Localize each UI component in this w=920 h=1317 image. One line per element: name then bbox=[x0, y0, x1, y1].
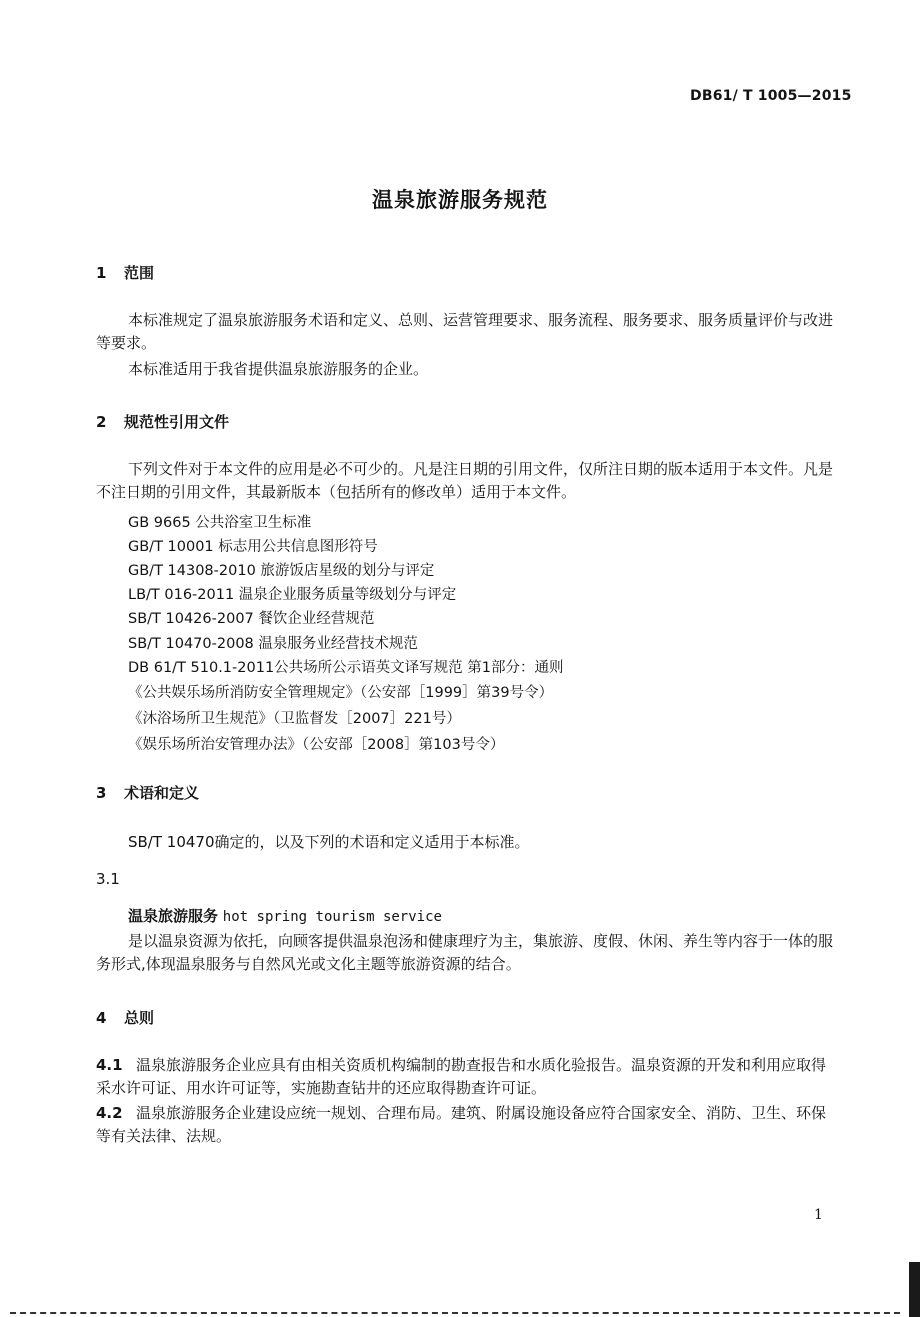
reference-item: DB 61/T 510.1-2011公共场所公示语英文译写规范 第1部分：通则 bbox=[128, 660, 564, 676]
section-title: 规范性引用文件 bbox=[124, 413, 230, 431]
section-number: 2 bbox=[96, 413, 107, 431]
section-number: 4 bbox=[96, 1009, 107, 1027]
standard-code: DB61/ T 1005—2015 bbox=[690, 88, 852, 104]
reference-item: 《沐浴场所卫生规范》（卫监督发［2007］221号） bbox=[128, 711, 461, 727]
scan-bottom-rule bbox=[10, 1312, 900, 1314]
reference-item: 《娱乐场所治安管理办法》（公安部［2008］第103号令） bbox=[128, 737, 505, 753]
section-1-heading bbox=[96, 262, 154, 283]
term-english: hot spring tourism service bbox=[222, 909, 442, 925]
reference-item: 《公共娱乐场所消防安全管理规定》（公安部［1999］第39号令） bbox=[128, 685, 554, 701]
page-number: 1 bbox=[814, 1207, 823, 1223]
section-1-paragraph-1: 本标准规定了温泉旅游服务术语和定义、总则、运营管理要求、服务流程、服务要求、服务质量评价与改进等要求。 bbox=[96, 311, 834, 352]
clause-number: 4.1 bbox=[96, 1056, 123, 1074]
clause-4-1 bbox=[96, 1054, 840, 1100]
section-1-paragraph-2: 本标准适用于我省提供温泉旅游服务的企业。 bbox=[128, 360, 429, 378]
section-3-paragraph: SB/T 10470确定的，以及下列的术语和定义适用于本标准。 bbox=[128, 833, 530, 851]
reference-item: GB/T 10001 标志用公共信息图形符号 bbox=[128, 539, 378, 555]
section-2-intro: 下列文件对于本文件的应用是必不可少的。凡是注日期的引用文件，仅所注日期的版本适用于本文件。凡是不注日期的引用文件，其最新版本（包括所有的修改单）适用于本文件。 bbox=[96, 460, 834, 501]
reference-item: GB/T 14308-2010 旅游饭店星级的划分与评定 bbox=[128, 563, 435, 579]
section-number: 1 bbox=[96, 264, 107, 282]
term-entry bbox=[128, 905, 442, 929]
clause-text: 温泉旅游服务企业应具有由相关资质机构编制的勘查报告和水质化验报告。温泉资源的开发和利用应取得采水许可证、用水许可证等，实施勘查钻井的还应取得勘查许可证。 bbox=[96, 1056, 827, 1097]
section-title: 术语和定义 bbox=[124, 784, 200, 802]
scan-edge-mark bbox=[909, 1262, 920, 1317]
term-chinese: 温泉旅游服务 bbox=[128, 907, 219, 925]
reference-item: LB/T 016-2011 温泉企业服务质量等级划分与评定 bbox=[128, 587, 457, 603]
clause-4-2 bbox=[96, 1102, 840, 1148]
section-3-heading bbox=[96, 782, 199, 803]
section-title: 总则 bbox=[124, 1009, 155, 1027]
section-title: 范围 bbox=[124, 264, 155, 282]
clause-text: 温泉旅游服务企业建设应统一规划、合理布局。建筑、附属设施设备应符合国家安全、消防、卫生、环保等有关法律、法规。 bbox=[96, 1104, 827, 1145]
reference-item: GB 9665 公共浴室卫生标准 bbox=[128, 515, 312, 531]
section-number: 3 bbox=[96, 784, 107, 802]
section-2-heading bbox=[96, 411, 229, 432]
reference-item: SB/T 10470-2008 温泉服务业经营技术规范 bbox=[128, 636, 418, 652]
document-title: 温泉旅游服务规范 bbox=[372, 188, 548, 212]
term-definition: 是以温泉资源为依托，向顾客提供温泉泡汤和健康理疗为主，集旅游、度假、休闲、养生等内容于一体的服务形式,体现温泉服务与自然风光或文化主题等旅游资源的结合。 bbox=[96, 932, 834, 973]
reference-item: SB/T 10426-2007 餐饮企业经营规范 bbox=[128, 611, 375, 627]
clause-number: 4.2 bbox=[96, 1104, 123, 1122]
section-4-heading bbox=[96, 1007, 154, 1028]
clause-3-1-number: 3.1 bbox=[96, 870, 120, 888]
